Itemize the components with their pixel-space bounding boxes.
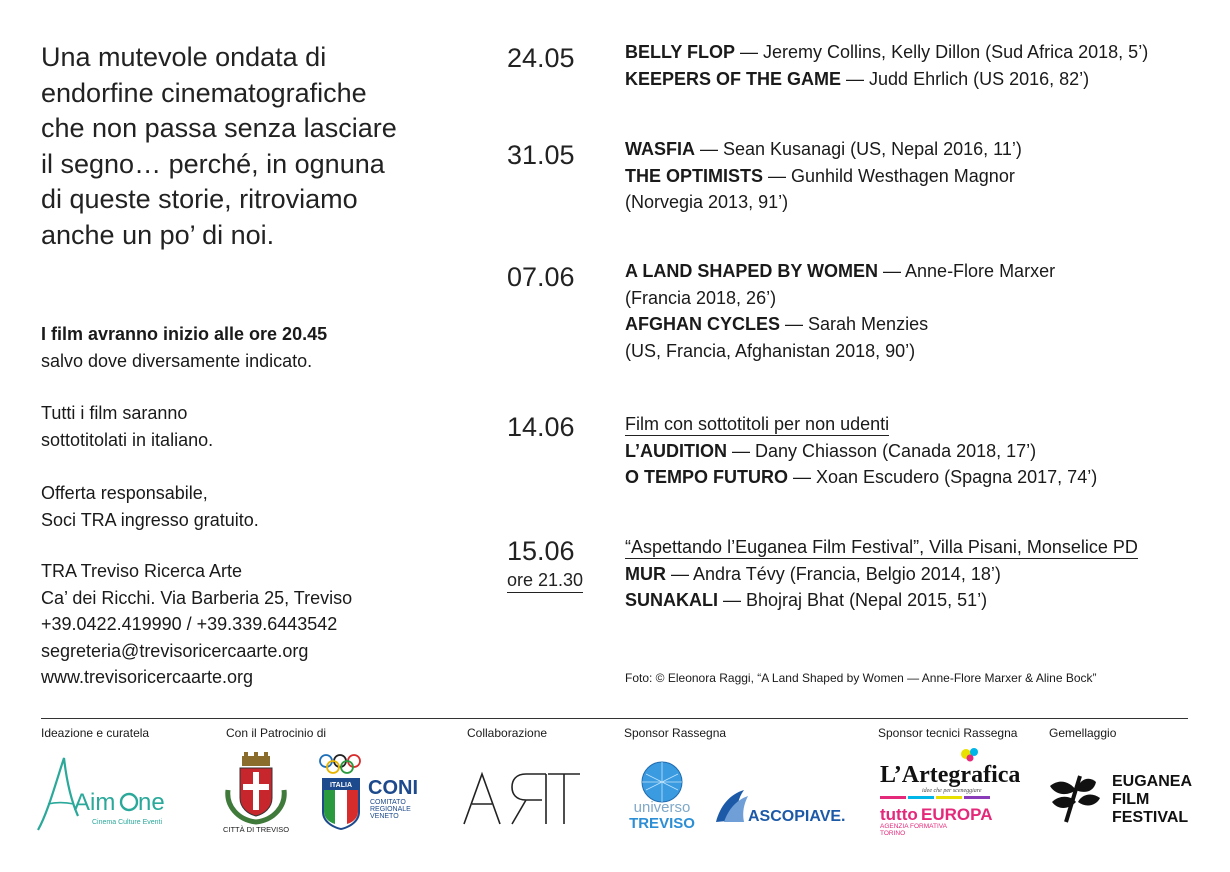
label-sponsor: Sponsor Rassegna: [624, 726, 727, 740]
schedule-date: 14.06: [507, 412, 575, 442]
contact-info: [41, 558, 481, 691]
contact-phone: +39.0422.419990 / +39.339.6443542: [41, 614, 338, 634]
coni-sub: VENETO: [370, 813, 399, 820]
film-word: FILM: [1112, 791, 1150, 808]
label-sponsor-tecnici: Sponsor tecnici Rassegna: [878, 726, 1018, 740]
intro-line: endorfine cinematografiche: [41, 77, 367, 108]
universo-graphic: [622, 760, 702, 832]
film-title: MUR: [625, 563, 666, 584]
europa-word: EUROPA: [921, 805, 993, 824]
film-details: — Dany Chiasson (Canada 2018, 17’): [727, 440, 1037, 461]
intro-text: [41, 40, 481, 253]
subtitles-line: sottotitolati in italiano.: [41, 429, 214, 450]
tutto-word: tutto: [880, 805, 918, 824]
tutto-subtitle: AGENZIA FORMATIVA: [880, 823, 947, 830]
film-title: BELLY FLOP: [625, 42, 736, 62]
film-details: — Andra Tévy (Francia, Belgio 2014, 18’): [666, 563, 1001, 584]
label-collaborazione: Collaborazione: [467, 726, 548, 740]
euganea-graphic: [1046, 768, 1193, 828]
aimone-wordmark-end: ne: [138, 789, 165, 816]
film-details-continued: (Francia 2018, 26’): [625, 287, 777, 308]
label-ideazione: Ideazione e curatela: [41, 726, 150, 740]
film-entry: [625, 136, 1215, 163]
film-entry: [625, 587, 1215, 614]
artegrafica-logo: [878, 748, 1021, 798]
film-title: WASFIA: [625, 139, 695, 159]
schedule-date: 24.05: [507, 43, 575, 73]
festival-word: FESTIVAL: [1112, 809, 1189, 826]
film-entry: [625, 438, 1215, 465]
ascopiave-wordmark: ASCOPIAVE.: [748, 808, 846, 825]
universo-word: universo: [633, 799, 691, 816]
aimone-subtitle: Cinema Culture Eventi: [92, 819, 163, 826]
sponsors-divider: [41, 718, 1188, 719]
intro-line: anche un po’ di noi.: [41, 219, 275, 250]
ascopiave-graphic: [714, 786, 848, 826]
intro-line: che non passa senza lasciare: [41, 113, 397, 143]
schedule-films: [625, 411, 1215, 491]
coni-sub: COMITATO: [370, 799, 406, 806]
film-title: L’AUDITION: [625, 440, 727, 461]
schedule-films: [625, 39, 1215, 92]
aimone-wordmark: Aim: [74, 789, 116, 816]
tra-logo-graphic: [462, 772, 582, 826]
treviso-caption: CITTÀ DI TREVISO: [222, 825, 290, 834]
italia-text: ITALIA: [329, 782, 353, 789]
film-title: A LAND SHAPED BY WOMEN: [625, 261, 879, 281]
photo-credit: Foto: © Eleonora Raggi, “A Land Shaped by Women — Anne-Flore Marxer & Aline Bock”: [625, 671, 1097, 685]
schedule-films: [625, 136, 1215, 216]
film-details: — Xoan Escudero (Spagna 2017, 74’): [788, 467, 1098, 487]
film-details: — Gunhild Westhagen Magnor: [763, 165, 1015, 186]
tutto-subtitle: TORINO: [880, 830, 906, 837]
start-time-bold: I film avranno inizio alle ore 20.45: [41, 324, 328, 344]
schedule-note: “Aspettando l’Euganea Film Festival”, Villa Pisani, Monselice PD: [625, 537, 1138, 557]
intro-line: Una mutevole ondata di: [41, 42, 327, 72]
film-entry: [625, 311, 1215, 338]
universo-treviso-logo: [622, 760, 702, 832]
film-title: AFGHAN CYCLES: [625, 314, 781, 334]
schedule-date: 15.06: [507, 536, 575, 566]
coni-graphic: [318, 750, 428, 834]
offer-line: Offerta responsabile,: [41, 483, 208, 503]
film-entry: [625, 561, 1215, 588]
coni-sub: REGIONALE: [370, 806, 411, 813]
euganea-logo: [1046, 768, 1193, 828]
film-details: — Bhojraj Bhat (Nepal 2015, 51’): [718, 590, 988, 610]
film-details-continued: (US, Francia, Afghanistan 2018, 90’): [625, 340, 916, 361]
schedule-date: 31.05: [507, 140, 575, 170]
label-patrocinio: Con il Patrocinio di: [226, 726, 327, 740]
tuttoeuropa-graphic: [878, 796, 998, 836]
offer-line: Soci TRA ingresso gratuito.: [41, 509, 259, 530]
schedule-films: [625, 258, 1215, 364]
artegrafica-wordmark: L’Artegrafica: [880, 762, 1021, 788]
film-entry: [625, 39, 1215, 66]
film-details: — Judd Ehrlich (US 2016, 82’): [841, 68, 1090, 89]
contact-org: TRA Treviso Ricerca Arte: [41, 561, 243, 581]
film-entry: [625, 258, 1215, 285]
film-details: — Sean Kusanagi (US, Nepal 2016, 11’): [695, 139, 1022, 159]
coni-wordmark: CONI: [368, 777, 418, 799]
film-details: — Jeremy Collins, Kelly Dillon (Sud Africa 2018, 5’): [735, 42, 1149, 62]
film-title: SUNAKALI: [625, 590, 718, 610]
dragonfly-icon: [1050, 776, 1100, 822]
subtitles-info: [41, 400, 481, 453]
intro-line: il segno… perché, in ognuna: [41, 148, 385, 179]
ascopiave-logo: [714, 786, 848, 826]
intro-line: di queste storie, ritroviamo: [41, 184, 358, 214]
artegrafica-graphic: [878, 748, 1021, 798]
aimone-logo: [34, 752, 170, 832]
start-time-info: [41, 321, 481, 374]
film-entry: [625, 464, 1215, 491]
contact-email[interactable]: segreteria@trevisoricercaarte.org: [41, 640, 309, 661]
treviso-crest-logo: [218, 750, 294, 834]
film-details: — Anne-Flore Marxer: [878, 261, 1056, 281]
film-entry: [625, 163, 1215, 190]
artegrafica-subtitle: idee che per sceneggiare: [922, 788, 982, 794]
schedule-films: [625, 534, 1215, 614]
subtitles-line: Tutti i film saranno: [41, 403, 188, 423]
film-title: THE OPTIMISTS: [625, 165, 764, 186]
film-entry: [625, 66, 1215, 93]
schedule-note: Film con sottotitoli per non udenti: [625, 414, 890, 434]
treviso-crest-icon: [218, 750, 294, 834]
tuttoeuropa-logo: [878, 796, 998, 836]
tra-logo: [462, 772, 582, 826]
schedule-time: ore 21.30: [507, 569, 583, 593]
contact-address: Ca’ dei Ricchi. Via Barberia 25, Treviso: [41, 587, 353, 608]
contact-website[interactable]: www.trevisoricercaarte.org: [41, 667, 254, 687]
offer-info: [41, 480, 481, 533]
euganea-word: EUGANEA: [1112, 773, 1193, 790]
film-title: O TEMPO FUTURO: [625, 467, 788, 487]
coni-logo: [318, 750, 428, 834]
treviso-word: TREVISO: [629, 815, 695, 832]
schedule-date: 07.06: [507, 262, 575, 292]
film-details-continued: (Norvegia 2013, 91’): [625, 192, 789, 212]
label-gemellaggio: Gemellaggio: [1049, 726, 1117, 740]
start-time-note: salvo dove diversamente indicato.: [41, 350, 313, 371]
film-title: KEEPERS OF THE GAME: [625, 68, 842, 89]
film-details: — Sarah Menzies: [780, 314, 929, 334]
aimone-logo-graphic: [34, 752, 170, 832]
